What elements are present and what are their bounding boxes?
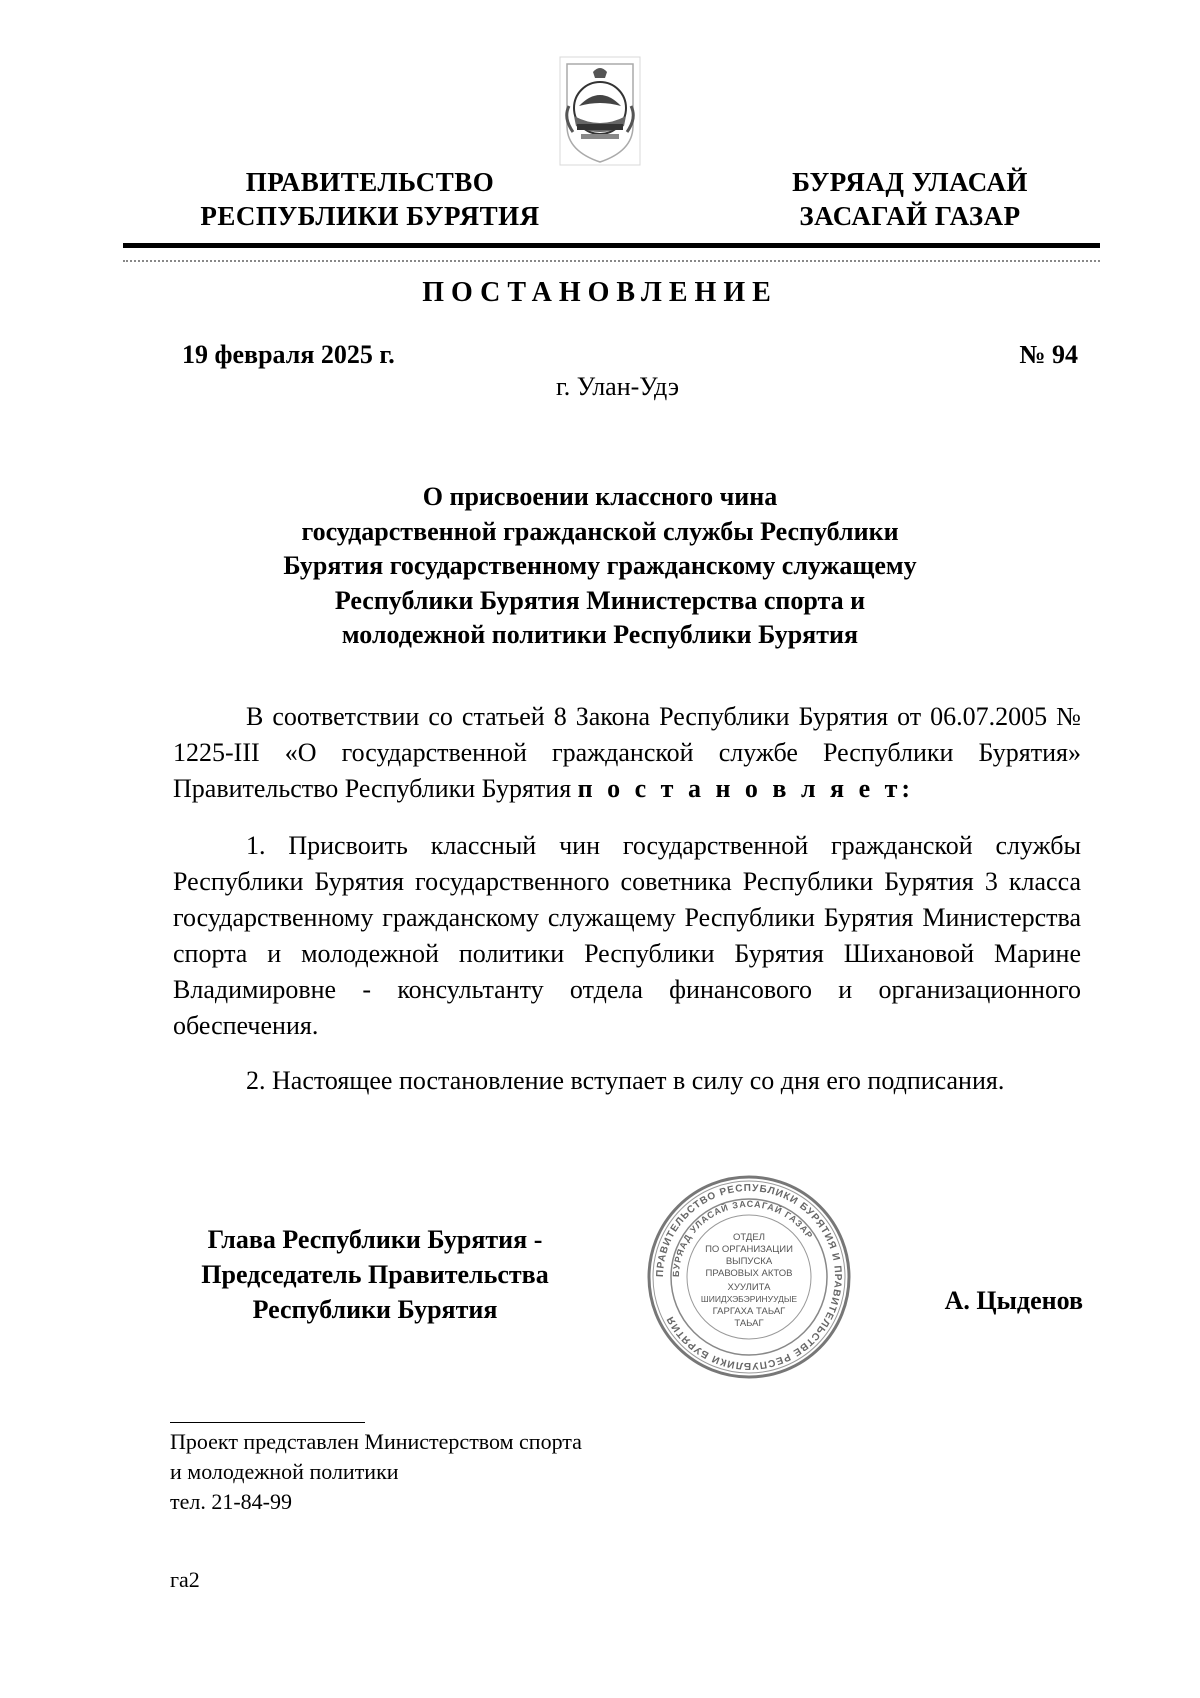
header-divider (123, 243, 1100, 248)
seal-line3: ВЫПУСКА (725, 1256, 773, 1267)
subject-line4: Республики Бурятия Министерства спорта и (334, 585, 866, 615)
footer-line1: Проект представлен Министерством спорта (170, 1429, 582, 1454)
item-1: 1. Присвоить классный чин государственной гражданской службы Республики Бурятия государственного советника Республики Бурятия 3 класса государственному гражданскому служащему Республики Бурятия Министерства спорта и молодежной политики Республики Бурятия Шихановой Марине Владимировне - консультанту отдела финансового и организационного обеспечения. (173, 831, 1081, 1040)
header-dotted-divider (123, 260, 1100, 262)
signatory-line3: Республики Бурятия (252, 1295, 498, 1324)
signatory-line2: Председатель Правительства (201, 1260, 549, 1289)
seal-ring-inner-text: БУРЯАД УЛАСАЙ ЗАСАГАЙ ГАЗАР (670, 1198, 815, 1278)
seal-line2: ПО ОРГАНИЗАЦИИ (705, 1244, 793, 1255)
seal-line6: ШИИДХЭБЭРИНУУДЫЕ (700, 1294, 798, 1304)
coat-of-arms-icon (559, 56, 641, 166)
signatory-title (170, 1222, 580, 1327)
item-2: 2. Настоящее постановление вступает в силу со дня его подписания. (246, 1066, 1005, 1095)
decree-word: п о с т а н о в л я е т: (577, 774, 915, 803)
header-right-line2: ЗАСАГАЙ ГАЗАР (799, 201, 1021, 231)
seal-line5: ХУУЛИТА (727, 1282, 771, 1293)
header-left (160, 165, 580, 233)
seal-line8: ТАЬАГ (734, 1318, 764, 1329)
footer-rule (170, 1422, 365, 1423)
header-right (740, 165, 1080, 233)
header-left-line1: ПРАВИТЕЛЬСТВО (245, 167, 495, 197)
document-number: № 94 (1019, 340, 1078, 369)
document-code: га2 (170, 1567, 200, 1592)
footer-note (170, 1427, 582, 1517)
preamble-text: В соответствии со статьей 8 Закона Республики Бурятия от 06.07.2005 № 1225-III «О государственной гражданской службе Республики Бурятия» Правительство Республики Бурятия (173, 702, 1081, 803)
signatory-name: А. Цыденов (944, 1286, 1083, 1315)
official-seal (646, 1174, 852, 1380)
document-date: 19 февраля 2025 г. (182, 340, 395, 369)
header-left-line2: РЕСПУБЛИКИ БУРЯТИЯ (200, 201, 540, 231)
footer-line2: и молодежной политики (170, 1459, 399, 1484)
document-subject (230, 480, 970, 653)
document-type: ПОСТАНОВЛЕНИЕ (422, 277, 778, 308)
seal-line1: ОТДЕЛ (733, 1232, 765, 1243)
document-city: г. Улан-Удэ (556, 372, 680, 401)
subject-line3: Бурятия государственному гражданскому служащему (283, 551, 917, 580)
preamble (173, 699, 1081, 807)
subject-line5: молодежной политики Республики Бурятия (341, 620, 859, 649)
footer-phone: тел. 21-84-99 (170, 1489, 293, 1514)
seal-line7: ГАРГАХА ТАЬАГ (712, 1306, 786, 1317)
signatory-line1: Глава Республики Бурятия - (207, 1225, 543, 1254)
seal-line4: ПРАВОВЫХ АКТОВ (705, 1268, 793, 1279)
seal-ring-outer-text: ПРАВИТЕЛЬСТВО РЕСПУБЛИКИ БУРЯТИЯ И ПРАВИТЕЛЬСТВЕ РЕСПУБЛИКИ БУРЯТИЯ (654, 1182, 844, 1372)
subject-line1: О присвоении классного чина (422, 482, 778, 511)
subject-line2: государственной гражданской службы Республики (301, 516, 899, 546)
header-right-line1: БУРЯАД УЛАСАЙ (792, 167, 1028, 197)
